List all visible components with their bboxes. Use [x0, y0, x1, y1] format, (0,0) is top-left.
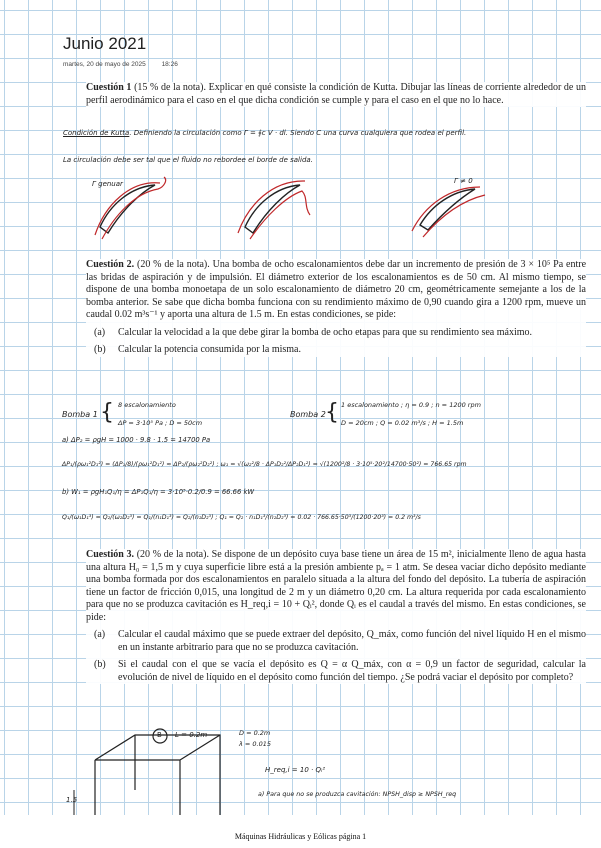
- airfoil-label-right: Γ ≠ 0: [454, 177, 473, 185]
- q1-pct: (15 % de la nota).: [134, 82, 206, 93]
- q2-item-b: (b) Calcular la potencia consumida por la misma.: [94, 344, 301, 355]
- page-title: Junio 2021: [63, 34, 147, 53]
- q3-pct: (20 % de la nota).: [136, 549, 209, 560]
- kutta-note-line2: La circulación debe ser tal que el fluido no rebordee el borde de salida.: [63, 156, 313, 164]
- q2-item-a: (a) Calcular la velocidad a la que debe girar la bomba de ocho etapas para que su rendimiento sea máximo.: [94, 326, 533, 338]
- bomba1-line2: ΔP = 3·10⁵ Pa ; D = 50cm: [118, 419, 203, 427]
- height-note: 1.5: [66, 796, 78, 804]
- question-2: [86, 259, 586, 357]
- kutta-note-line1: Condición de Kutta. Definiendo la circulación como Γ = ∮c V · dl. Siendo C una curva cualquiera que rodea el perfil.: [63, 129, 467, 137]
- airfoil-sketch-1: [95, 177, 166, 239]
- date-text: martes, 20 de mayo de 2025: [63, 61, 146, 68]
- q2-pct: (20 % de la nota).: [137, 259, 210, 270]
- airfoil-sketch-2: [238, 181, 310, 239]
- bomba2-line1: 1 escalonamiento ; η = 0.9 ; n = 1200 rpm: [341, 401, 481, 409]
- page-date: [63, 61, 192, 68]
- pump-label: B: [157, 731, 162, 739]
- q3-heading: Cuestión 3.: [86, 549, 134, 560]
- bomba1-label: Bomba 1: [62, 410, 98, 419]
- eq-b: b) W₁ = ρgH₁Q₁/η = ΔP₁Q₁/η = 3·10⁵·0.2/0.9 = 66.66 kW: [62, 488, 255, 496]
- bomba1-brace: {: [100, 400, 114, 425]
- diameter-note: D = 0.2m: [239, 729, 271, 737]
- q3-item-b: (b) Si el caudal con el que se vacía el depósito es Q = α Q_máx, con α = 0,9 un factor de seguridad, calcular la evolución de nivel de líquido en el depósito como función del tiempo. ¿Se podrá vaciar el depósito por completo?: [94, 659, 586, 683]
- hreq-note: H_req,i = 10 · Qᵢ²: [265, 766, 326, 774]
- q3-item-a: (a) Calcular el caudal máximo que se puede extraer del depósito, Q_máx, como función del nivel líquido H en el mismo en un instante arbitrario para que no se produzca cavitación.: [94, 629, 586, 653]
- bomba2-label: Bomba 2: [290, 410, 326, 419]
- eq-b2: Q₁/(ω₁D₁³) = Q₂/(ω₂D₂³) = Q₁/(n₁D₁³) = Q₂/(n₂D₂³) ; Q₁ = Q₂ · n₁D₁³/(n₂D₂³) = 0.02 · 766.65·50³/(1200·20³) = 0.2 m³/s: [62, 514, 421, 521]
- length-note: L = 0.2m: [175, 731, 208, 739]
- q2-heading: Cuestión 2.: [86, 259, 135, 270]
- question-1: [86, 82, 586, 107]
- bomba1-line1: 8 escalonamiento: [118, 401, 176, 409]
- q3-text: Se dispone de un depósito cuya base tiene un área de 15 m², inicialmente lleno de agua hasta una altura H₀ = 1,5 m y cuya superficie libre está a la presión ambiente pₐ = 1 atm. Se desea vaciar dicho depósito mediante una bomba formada por dos escalonamientos en paralelo situada a la altura del fondo del depósito. La tubería de aspiración tiene un factor de fricción 0,015, una longitud de 2 m y un diámetro 0,20 cm. La altura requerida por cada escalonamiento para que no se produzca cavitación es H_req,i = 10 + Qᵢ², donde Qᵢ es el caudal a través del mismo. En estas condiciones, se pide:: [86, 549, 586, 623]
- bomba2-brace: {: [325, 400, 339, 425]
- eq-a: a) ΔP₂ = ρgH = 1000 · 9.8 · 1.5 = 14700 Pa: [62, 436, 211, 444]
- q1-heading: Cuestión 1: [86, 82, 132, 93]
- cavitation-note: a) Para que no se produzca cavitación: NPSH_disp ≥ NPSH_req: [258, 791, 457, 798]
- airfoil-sketch-3: [412, 187, 485, 237]
- page-footer: Máquinas Hidráulicas y Eólicas página 1: [234, 832, 367, 841]
- eq-a2: ΔP₁/(ρω₁²D₁²) = (ΔP₁/8)/(ρω₁²D₁²) ≈ ΔP₂/(ρω₂²D₂²) ; ω₁ = √(ω₂²/8 · ΔP₁D₂²/ΔP₂D₁²) = √(1200²/8 · 3·10⁵·20²/14700·50²) = 766.65 rpm: [62, 461, 467, 468]
- q1-text: Explicar en qué consiste la condición de Kutta. Dibujar las líneas de corriente alrededor de un perfil aerodinámico para el caso en el que dicha condición se cumple y para el caso en el que no lo hace.: [86, 82, 587, 106]
- airfoil-label-left: Γ genuar: [92, 180, 123, 188]
- q2-text: Una bomba de ocho escalonamientos debe dar un incremento de presión de 3 × 10⁵ Pa entre las bridas de aspiración y de impulsión. El diámetro exterior de los escalonamientos es de 50 cm. Al mismo tiempo, se dispone de una bomba monoetapa de un solo escalonamiento de diámetro 20 cm, geométricamente semejante a los de la bomba anterior. Se sabe que dicha bomba funciona con su rendimiento máximo de 0,90 cuando gira a 1200 rpm, mueve un caudal 0.02 m³s⁻¹ y aporta una altura de 1.5 m. En estas condiciones, se pide:: [86, 259, 587, 320]
- question-3: [86, 549, 586, 684]
- lambda-note: λ = 0.015: [239, 740, 272, 748]
- airfoil-sketches: [60, 175, 560, 245]
- bomba2-line2: D = 20cm ; Q = 0.02 m³/s ; H = 1.5m: [341, 419, 464, 427]
- time-text: 18:26: [161, 61, 178, 68]
